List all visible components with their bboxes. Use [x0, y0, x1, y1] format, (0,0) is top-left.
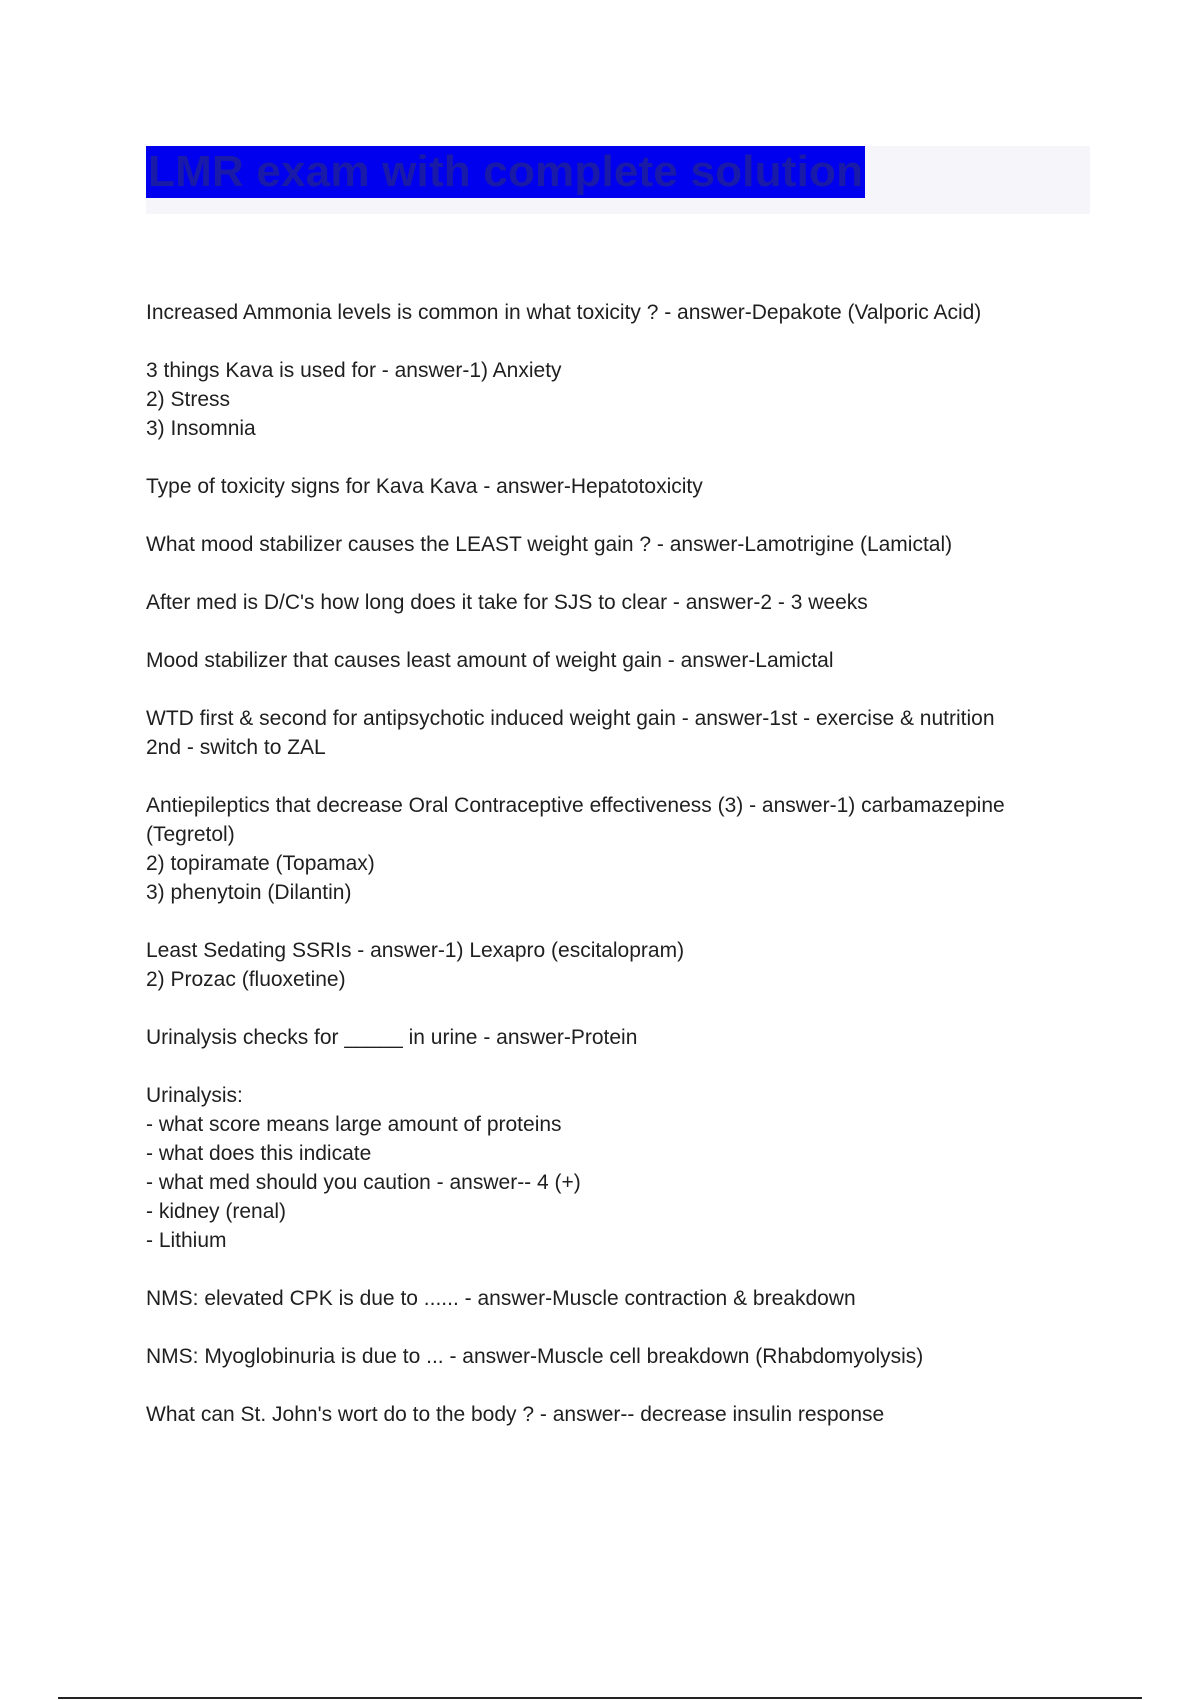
- qa-item: [146, 298, 1076, 327]
- qa-line: - what med should you caution - answer-- 4 (+): [146, 1171, 581, 1194]
- qa-line: - what score means large amount of proteins: [146, 1113, 562, 1136]
- qa-item: [146, 530, 1076, 559]
- qa-line: After med is D/C's how long does it take for SJS to clear - answer-2 - 3 weeks: [146, 591, 868, 614]
- qa-line: NMS: Myoglobinuria is due to ... - answer-Muscle cell breakdown (Rhabdomyolysis): [146, 1345, 924, 1368]
- qa-line: 2) Stress: [146, 388, 231, 411]
- qa-line: - kidney (renal): [146, 1200, 287, 1223]
- document-title: LMR exam with complete solution: [148, 147, 864, 196]
- qa-line: WTD first & second for antipsychotic induced weight gain - answer-1st - exercise & nutrition: [146, 707, 995, 730]
- qa-item: [146, 1284, 1076, 1313]
- qa-line: 3 things Kava is used for - answer-1) Anxiety: [146, 359, 562, 382]
- qa-line: What can St. John's wort do to the body ? - answer-- decrease insulin response: [146, 1403, 885, 1426]
- qa-line: 3) Insomnia: [146, 417, 256, 440]
- qa-item: [146, 1342, 1076, 1371]
- qa-item: [146, 356, 1076, 443]
- qa-line: 3) phenytoin (Dilantin): [146, 881, 352, 904]
- qa-line: Urinalysis:: [146, 1084, 243, 1107]
- qa-item: [146, 588, 1076, 617]
- qa-item: [146, 704, 1076, 762]
- qa-line: - what does this indicate: [146, 1142, 372, 1165]
- qa-list: [146, 298, 1076, 1458]
- qa-item: [146, 791, 1076, 907]
- qa-line: NMS: elevated CPK is due to ...... - answer-Muscle contraction & breakdown: [146, 1287, 856, 1310]
- qa-line: Urinalysis checks for _____ in urine - answer-Protein: [146, 1026, 638, 1049]
- qa-item: [146, 1081, 1076, 1255]
- qa-line: 2nd - switch to ZAL: [146, 736, 326, 759]
- qa-line: Antiepileptics that decrease Oral Contraceptive effectiveness (3) - answer-1) carbamazepine: [146, 794, 1005, 817]
- qa-line: 2) topiramate (Topamax): [146, 852, 375, 875]
- qa-line: Increased Ammonia levels is common in what toxicity ? - answer-Depakote (Valporic Acid): [146, 301, 982, 324]
- qa-line: Mood stabilizer that causes least amount of weight gain - answer-Lamictal: [146, 649, 834, 672]
- footer-rule: [58, 1697, 1142, 1699]
- qa-line: Least Sedating SSRIs - answer-1) Lexapro (escitalopram): [146, 939, 685, 962]
- qa-line: 2) Prozac (fluoxetine): [146, 968, 346, 991]
- qa-line: What mood stabilizer causes the LEAST weight gain ? - answer-Lamotrigine (Lamictal): [146, 533, 953, 556]
- qa-line: (Tegretol): [146, 823, 235, 846]
- title-band: [146, 146, 1090, 214]
- qa-item: [146, 472, 1076, 501]
- qa-line: Type of toxicity signs for Kava Kava - answer-Hepatotoxicity: [146, 475, 703, 498]
- qa-item: [146, 936, 1076, 994]
- qa-item: [146, 1400, 1076, 1429]
- qa-item: [146, 646, 1076, 675]
- qa-line: - Lithium: [146, 1229, 227, 1252]
- qa-item: [146, 1023, 1076, 1052]
